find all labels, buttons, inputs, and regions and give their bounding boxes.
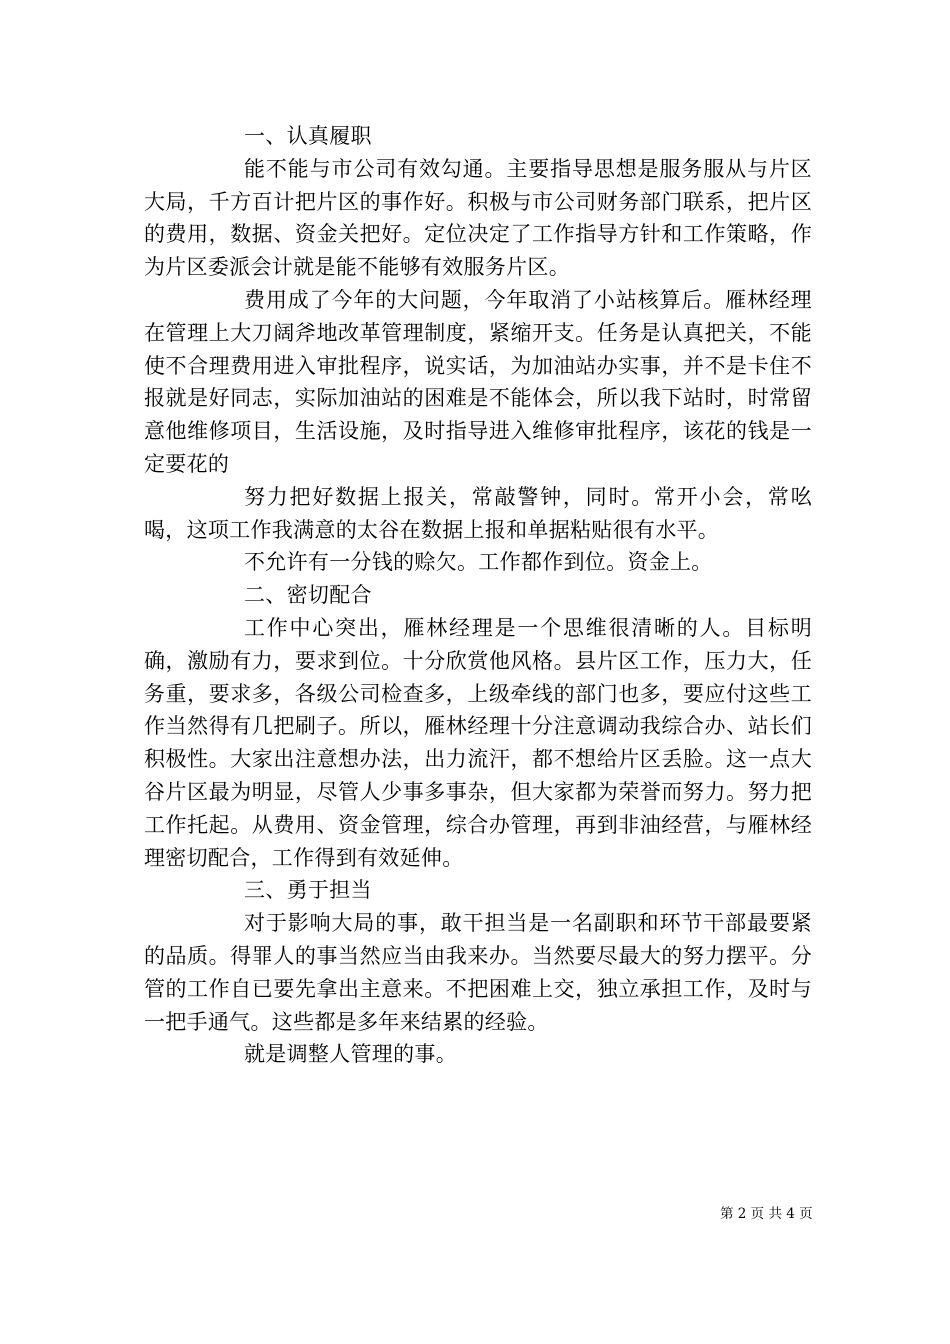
document-body — [144, 120, 812, 1071]
paragraph: 努力把好数据上报关，常敲警钟，同时。常开小会，常吆喝，这项工作我满意的太谷在数据上报和单据粘贴很有水平。 — [144, 484, 812, 542]
paragraph: 工作中心突出，雁林经理是一个思维很清晰的人。目标明确，激励有力，要求到位。十分欣赏他风格。县片区工作，压力大，任务重，要求多，各级公司检查多，上级牵线的部门也多，要应付这些工作当然得有几把刷子。所以，雁林经理十分注意调动我综合办、站长们积极性。大家出注意想办法，出力流汗，都不想给片区丢脸。这一点大谷片区最为明显，尽管人少事多事杂，但大家都为荣誉而努力。努力把工作托起。从费用、资金管理，综合办管理，再到非油经营，与雁林经理密切配合，工作得到有效延伸。 — [144, 615, 812, 870]
paragraph: 不允许有一分钱的赊欠。工作都作到位。资金上。 — [244, 550, 713, 575]
section-heading-3: 三、勇于担当 — [244, 878, 372, 903]
paragraph: 就是调整人管理的事。 — [244, 1042, 457, 1067]
section-heading-1: 一、认真履职 — [244, 124, 372, 148]
paragraph: 能不能与市公司有效勾通。主要指导思想是服务服从与片区大局，千方百计把片区的事作好。积极与市公司财务部门联系，把片区的费用，数据、资金关把好。定位决定了工作指导方针和工作策略，作为片区委派会计就是能不能够有效服务片区。 — [144, 156, 812, 280]
section-heading-2: 二、密切配合 — [244, 583, 372, 608]
paragraph: 对于影响大局的事，敢干担当是一名副职和环节干部最要紧的品质。得罪人的事当然应当由我来办。当然要尽最大的努力摆平。分管的工作自已要先拿出主意来。不把困难上交，独立承担工作，及时与一把手通气。这些都是多年来结累的经验。 — [144, 911, 812, 1034]
paragraph: 费用成了今年的大问题，今年取消了小站核算后。雁林经理在管理上大刀阔斧地改革管理制度，紧缩开支。任务是认真把关，不能使不合理费用进入审批程序，说实话，为加油站办实事，并不是卡住不报就是好同志，实际加油站的困难是不能体会，所以我下站时，时常留意他维修项目，生活设施，及时指导进入维修审批程序，该花的钱是一定要花的 — [144, 287, 812, 476]
page-number: 第 2 页 共 4 页 — [720, 1206, 813, 1222]
